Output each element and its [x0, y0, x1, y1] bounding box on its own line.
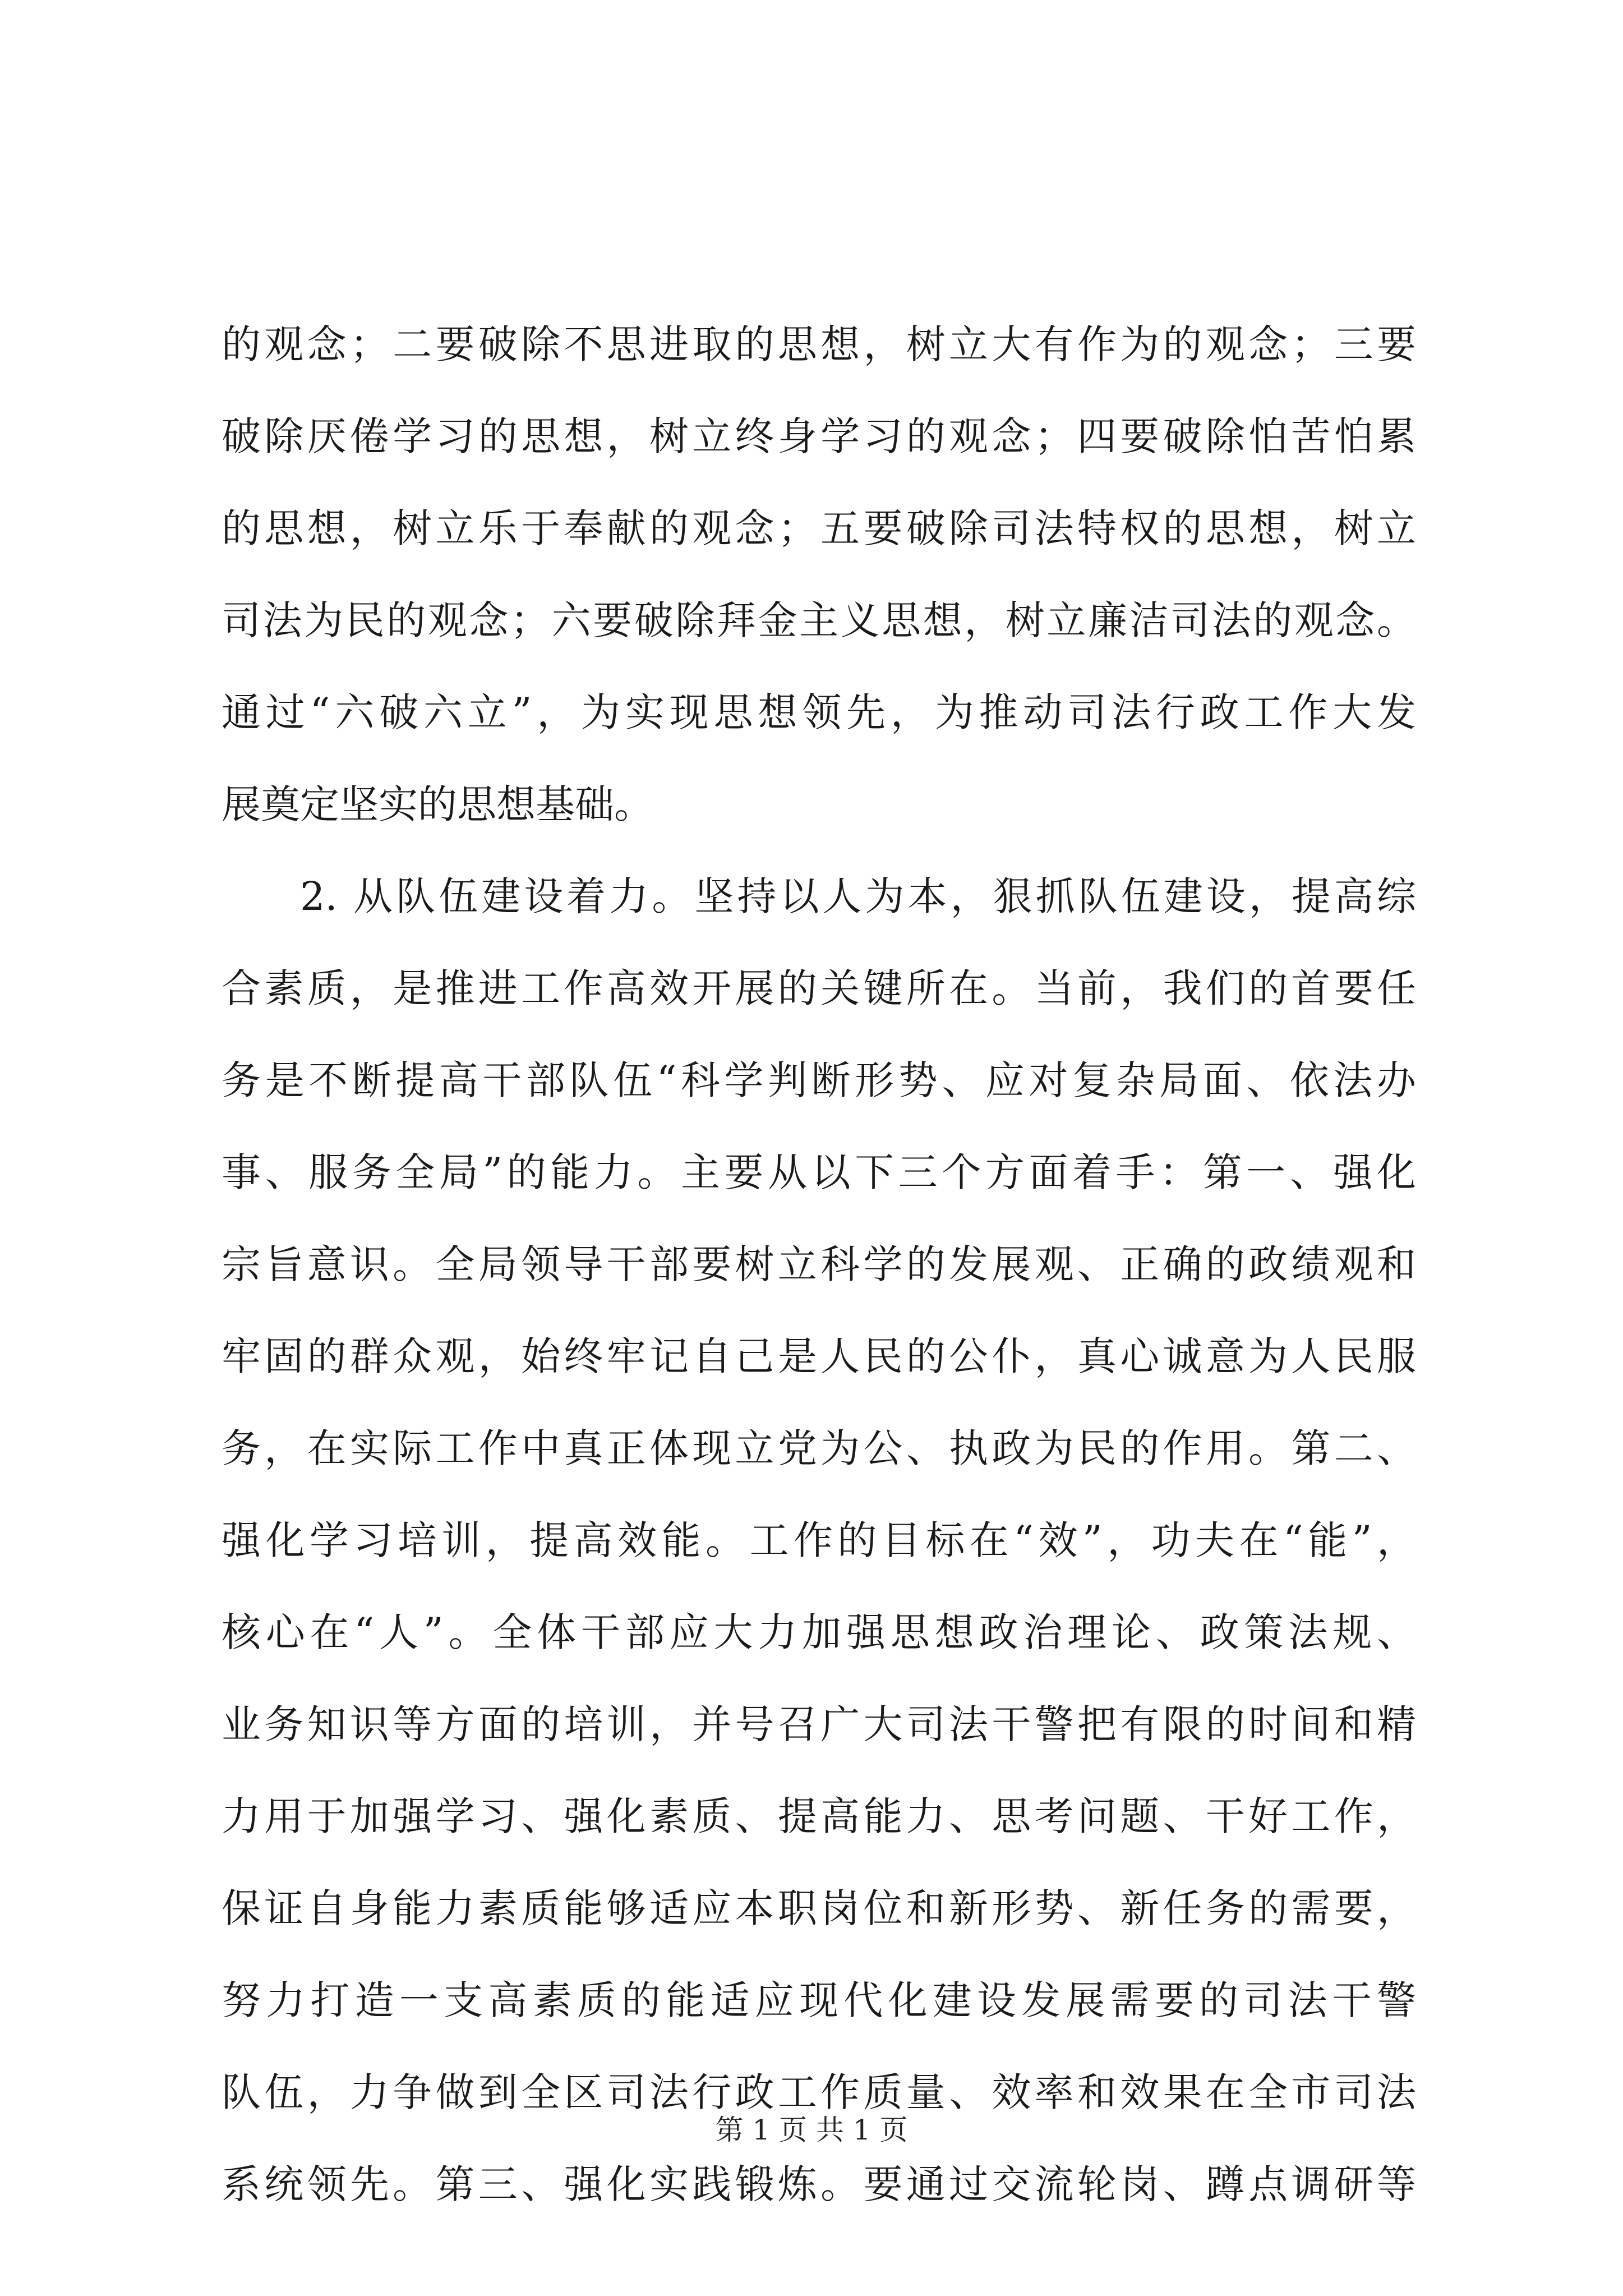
text-line: 业务知识等方面的培训，并号召广大司法干警把有限的时间和精: [222, 1701, 1416, 1747]
text-line: 宗旨意识。全局领导干部要树立科学的发展观、正确的政绩观和: [222, 1241, 1416, 1287]
text-line: 系统领先。第三、强化实践锻炼。要通过交流轮岗、蹲点调研等: [222, 2161, 1416, 2207]
text-line: 展奠定坚实的思想基础。: [222, 781, 653, 827]
text-line: 破除厌倦学习的思想，树立终身学习的观念；四要破除怕苦怕累: [222, 413, 1416, 459]
text-line: 核心在“人”。全体干部应大力加强思想政治理论、政策法规、: [222, 1609, 1416, 1655]
text-line: 2. 从队伍建设着力。坚持以人为本，狠抓队伍建设，提高综: [300, 873, 1416, 919]
text-line: 务是不断提高干部队伍“科学判断形势、应对复杂局面、依法办: [222, 1057, 1416, 1103]
text-line: 牢固的群众观，始终牢记自己是人民的公仆，真心诚意为人民服: [222, 1333, 1416, 1379]
text-line: 强化学习培训，提高效能。工作的目标在“效”，功夫在“能”，: [222, 1517, 1416, 1563]
text-line: 务，在实际工作中真正体现立党为公、执政为民的作用。第二、: [222, 1425, 1416, 1471]
text-line: 通过“六破六立”，为实现思想领先，为推动司法行政工作大发: [222, 689, 1416, 735]
text-line: 的观念；二要破除不思进取的思想，树立大有作为的观念；三要: [222, 321, 1416, 367]
text-line: 事、服务全局”的能力。主要从以下三个方面着手：第一、强化: [222, 1149, 1416, 1195]
text-line: 合素质，是推进工作高效开展的关键所在。当前，我们的首要任: [222, 965, 1416, 1011]
body-text: [222, 298, 1416, 2230]
page-number-footer: 第 1 页 共 1 页: [715, 2114, 908, 2146]
text-line: 力用于加强学习、强化素质、提高能力、思考问题、干好工作，: [222, 1793, 1416, 1839]
text-line: 司法为民的观念；六要破除拜金主义思想，树立廉洁司法的观念。: [222, 597, 1416, 643]
text-line: 保证自身能力素质能够适应本职岗位和新形势、新任务的需要，: [222, 1885, 1416, 1931]
text-line: 队伍，力争做到全区司法行政工作质量、效率和效果在全市司法: [222, 2069, 1416, 2115]
text-line: 努力打造一支高素质的能适应现代化建设发展需要的司法干警: [222, 1977, 1416, 2023]
text-line: 的思想，树立乐于奉献的观念；五要破除司法特权的思想，树立: [222, 505, 1416, 551]
